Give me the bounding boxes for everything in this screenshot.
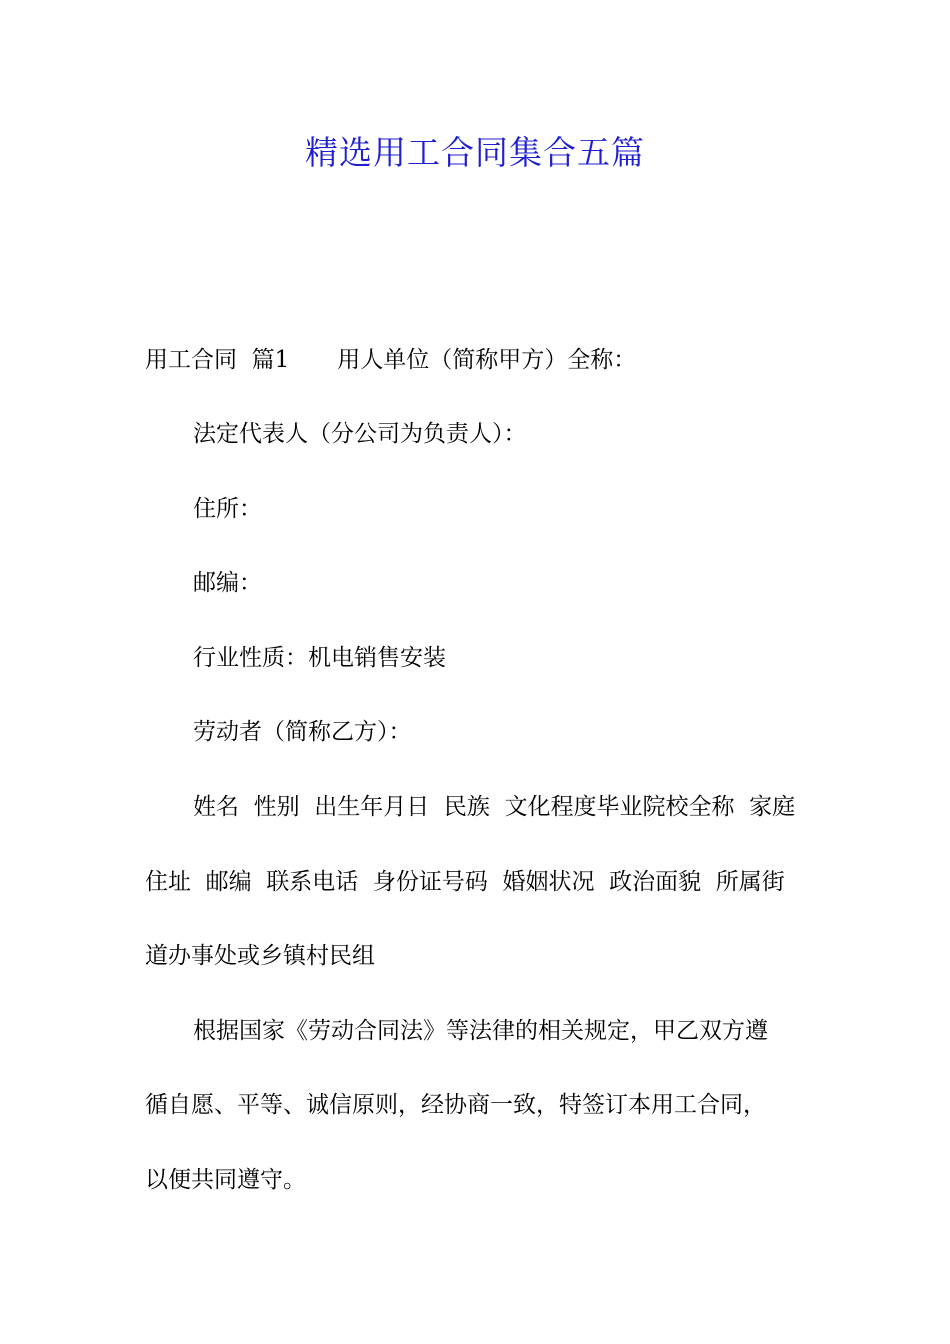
postcode-field: 邮编：	[193, 570, 262, 596]
paragraph-line: 根据国家《劳动合同法》等法律的相关规定，甲乙双方遵	[193, 1018, 768, 1044]
paragraph-line: 以便共同遵守。	[145, 1167, 306, 1193]
section-label: 用工合同 篇1	[145, 347, 290, 373]
document-title: 精选用工合同集合五篇	[305, 133, 645, 172]
address-field: 住所：	[193, 496, 262, 522]
paragraph-line: 循自愿、平等、诚信原则，经协商一致，特签订本用工合同，	[145, 1092, 766, 1118]
paragraph-line: 姓名 性别 出生年月日 民族 文化程度毕业院校全称 家庭	[193, 794, 796, 820]
employer-name-label: 用人单位（简称甲方）全称：	[337, 347, 637, 373]
worker-field: 劳动者（简称乙方）：	[193, 719, 412, 745]
industry-field: 行业性质：机电销售安装	[193, 645, 446, 671]
legal-representative-field: 法定代表人（分公司为负责人）：	[193, 421, 527, 447]
heading-line	[145, 342, 805, 379]
paragraph-line: 道办事处或乡镇村民组	[145, 943, 375, 969]
paragraph-line: 住址 邮编 联系电话 身份证号码 婚姻状况 政治面貌 所属街	[145, 869, 785, 895]
